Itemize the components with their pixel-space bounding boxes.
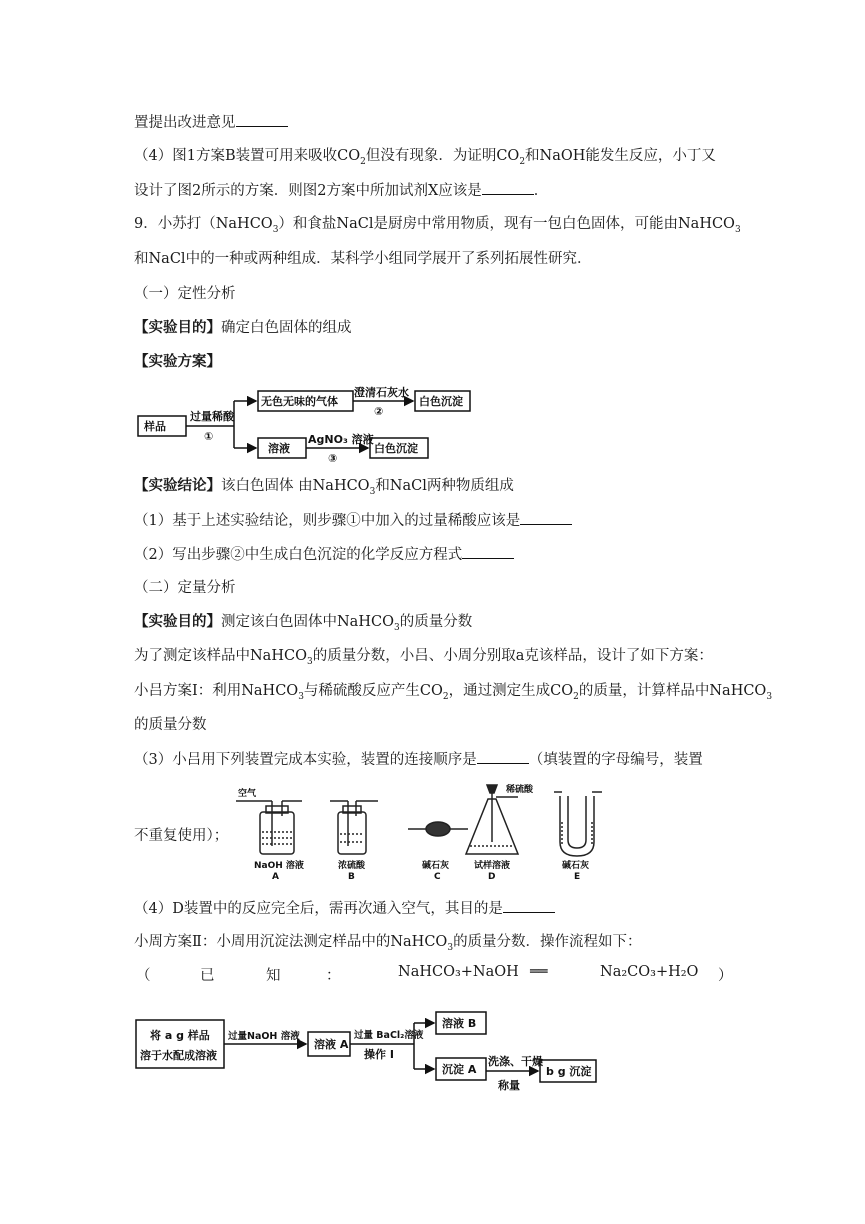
known-open-paren: （ [136, 968, 151, 984]
label-acid: 过量稀酸 [190, 410, 234, 423]
equation-sign: ══ [530, 964, 548, 980]
letter-a: A [272, 872, 279, 882]
apparatus-d [466, 785, 518, 854]
label-b: 浓硫酸 [338, 861, 366, 871]
label-start-2: 溶于水配成溶液 [140, 1049, 217, 1062]
letter-d: D [488, 872, 496, 882]
label-air: 空气 [238, 789, 257, 799]
label-start-1: 将 a g 样品 [150, 1029, 210, 1042]
text-line-14: 为了测定该样品中NaHCO$_3$的质量分数，小吕、小周分别取a克该样品，设计了如下方案： [134, 648, 713, 667]
label-step1: ① [204, 430, 214, 443]
equation-left: NaHCO₃+NaOH [398, 964, 519, 980]
section-heading-quantitative: （二）定量分析 [134, 580, 236, 596]
label-c: 碱石灰 [422, 861, 450, 871]
label-solution-a: 溶液 A [314, 1038, 349, 1051]
text-line-2: （4）图1方案B装置可用来吸收$CO_2$但没有现象．为证明$CO_2$和NaOH能发生反应，小丁又 [134, 148, 716, 167]
text-line-4: 9．小苏打（NaHCO$_3$）和食盐NaCl是厨房中常用物质，现有一包白色固体，可能由NaHCO$_3$ [134, 216, 741, 235]
apparatus-diagram [232, 782, 627, 882]
answer-blank[interactable] [477, 749, 529, 764]
known-close-paren: ） [718, 968, 733, 984]
label-e: 碱石灰 [562, 861, 590, 871]
qualitative-flow-diagram [130, 382, 480, 464]
quantitative-flow-diagram [128, 996, 618, 1096]
section-heading-qualitative: （一）定性分析 [134, 286, 236, 302]
label-solution: 溶液 [268, 442, 290, 455]
question-4: （4）D装置中的反应完全后，需再次通入空气，其目的是 [134, 898, 555, 919]
label-naoh: 过量NaOH 溶液 [228, 1031, 300, 1042]
label-bacl2: 过量 BaCl₂溶液 [354, 1030, 424, 1041]
label-wash-dry: 洗涤、干燥 [488, 1055, 543, 1068]
label-step2: ② [374, 405, 384, 418]
question-1: （1）基于上述实验结论，则步骤①中加入的过量稀酸应该是 [134, 510, 572, 531]
label-precipitate-a: 沉淀 A [442, 1063, 477, 1076]
letter-c: C [434, 872, 441, 882]
plan-1-line-2: 的质量分数 [134, 717, 207, 733]
question-2: （2）写出步骤②中生成白色沉淀的化学反应方程式 [134, 544, 514, 565]
answer-blank[interactable] [236, 112, 288, 127]
question-3-cont: 不重复使用）； [134, 828, 229, 844]
plan-2-intro: 小周方案Ⅱ：小周用沉淀法测定样品中的NaHCO$_3$的质量分数．操作流程如下： [134, 934, 642, 953]
letter-b: B [348, 872, 355, 882]
label-white-ppt-2: 白色沉淀 [374, 442, 418, 455]
label-dilute-h2so4: 稀硫酸 [506, 785, 534, 795]
label-solution-b: 溶液 B [442, 1017, 477, 1030]
apparatus-b [330, 801, 378, 854]
text-line-1: 置提出改进意见 [134, 112, 288, 133]
apparatus-c [408, 822, 468, 836]
known-char-2: 知 [266, 968, 281, 984]
label-d: 试样溶液 [474, 861, 511, 871]
letter-e: E [574, 872, 581, 882]
answer-blank[interactable] [520, 510, 572, 525]
answer-blank[interactable] [462, 544, 514, 559]
experiment-purpose-2: 【实验目的】测定该白色固体中NaHCO$_3$的质量分数 [134, 613, 473, 633]
experiment-plan-heading: 【实验方案】 [134, 353, 221, 370]
apparatus-a [236, 801, 302, 854]
known-char-1: 已 [200, 968, 215, 984]
label-op1: 操作 I [364, 1048, 394, 1061]
label-result: b g 沉淀 [546, 1065, 592, 1078]
experiment-purpose-1: 【实验目的】确定白色固体的组成 [134, 319, 352, 336]
label-sample: 样品 [144, 420, 166, 433]
text-line-3: 设计了图2所示的方案．则图2方案中所加试剂X应该是 ． [134, 180, 548, 201]
known-colon: ： [326, 968, 341, 984]
equation-right: Na₂CO₃+H₂O [600, 964, 699, 980]
plan-1-line-1: 小吕方案Ⅰ：利用NaHCO$_3$与稀硫酸反应产生$CO_2$，通过测定生成$CO_2$的质量，计算样品中NaHCO$_3$ [134, 683, 773, 702]
label-a: NaOH 溶液 [254, 861, 304, 871]
label-agno3: AgNO₃ 溶液 [308, 433, 374, 446]
label-weigh: 称量 [498, 1079, 520, 1092]
label-white-ppt-1: 白色沉淀 [419, 395, 463, 408]
answer-blank[interactable] [482, 180, 534, 195]
experiment-conclusion: 【实验结论】该白色固体 由NaHCO$_3$和NaCl两种物质组成 [134, 477, 514, 497]
label-step3: ③ [328, 452, 338, 464]
apparatus-e [554, 792, 602, 856]
text-line-5: 和NaCl中的一种或两种组成．某科学小组同学展开了系列拓展性研究． [134, 251, 592, 267]
answer-blank[interactable] [503, 898, 555, 913]
question-3: （3）小吕用下列装置完成本实验，装置的连接顺序是 （填装置的字母编号，装置 [134, 749, 703, 770]
label-gas: 无色无味的气体 [261, 395, 338, 408]
label-limewater: 澄清石灰水 [354, 386, 409, 399]
